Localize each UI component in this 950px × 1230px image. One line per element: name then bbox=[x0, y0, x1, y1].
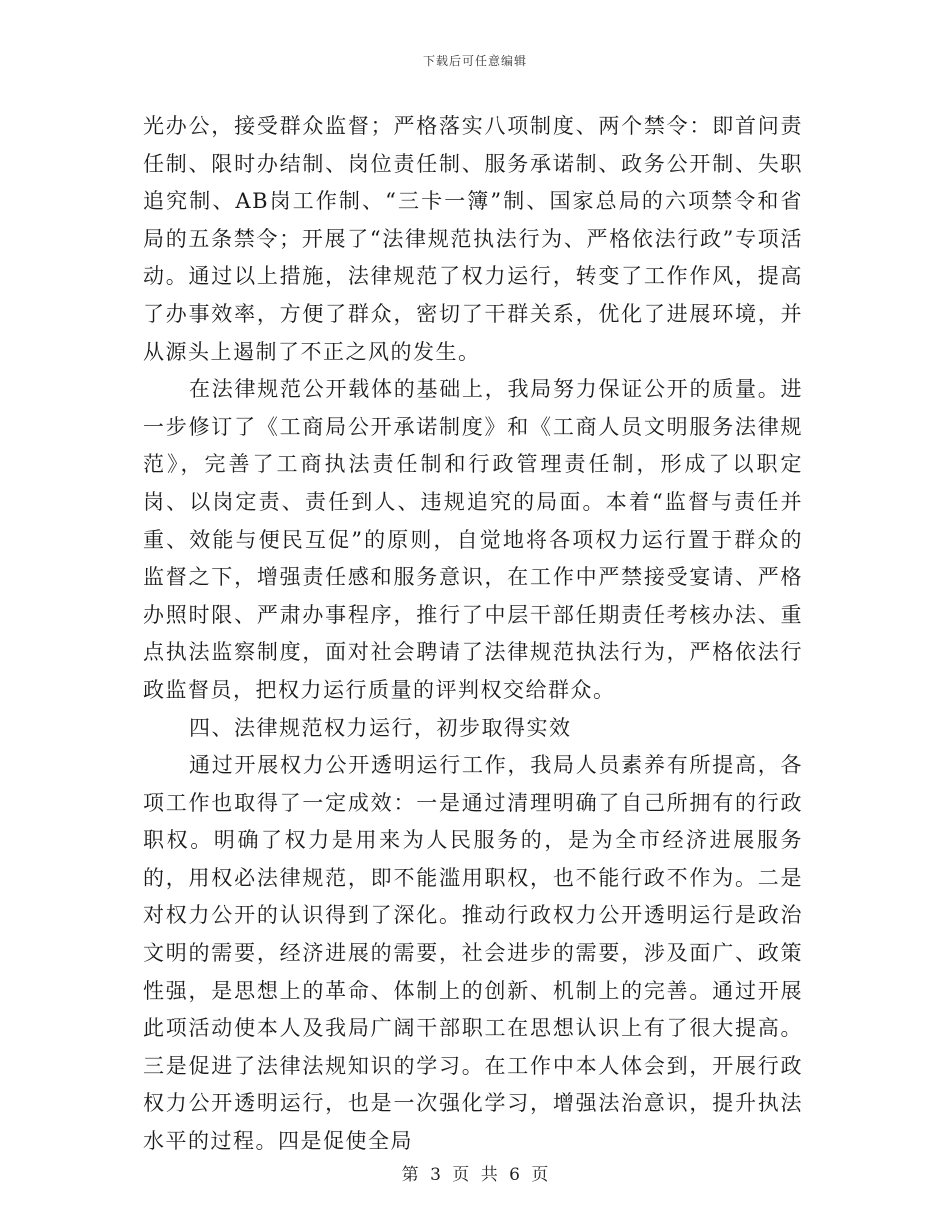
body-paragraph-2: 在法律规范公开载体的基础上，我局努力保证公开的质量。进一步修订了《工商局公开承诺制度》和《工商人员文明服务法律规范》，完善了工商执法责任制和行政管理责任制，形成了以职定岗、以岗定责、责任到人、违规追究的局面。本着“监督与责任并重、效能与便民互促”的原则，自觉地将各项权力运行置于群众的监督之下，增强责任感和服务意识，在工作中严禁接受宴请、严格办照时限、严肃办事程序，推行了中层干部任期责任考核办法、重点执法监察制度，面对社会聘请了法律规范执法行为，严格依法行政监督员，把权力运行质量的评判权交给群众。 bbox=[143, 377, 803, 702]
body-paragraph-1: 光办公，接受群众监督；严格落实八项制度、两个禁令：即首问责任制、限时办结制、岗位责任制、服务承诺制、政务公开制、失职追究制、AB岗工作制、“三卡一簿”制、国家总局的六项禁令和省局的五条禁令；开展了“法律规范执法行为、严格依法行政”专项活动。通过以上措施，法律规范了权力运行，转变了工作作风，提高了办事效率，方便了群众，密切了干群关系，优化了进展环境，并从源头上遏制了不正之风的发生。 bbox=[143, 114, 803, 364]
page-number-footer: 第 3 页 共 6 页 bbox=[401, 1165, 549, 1185]
page-header: 下载后可任意编辑 bbox=[422, 54, 527, 68]
document-body bbox=[143, 108, 803, 1161]
section-heading: 四、法律规范权力运行，初步取得实效 bbox=[189, 715, 572, 740]
body-paragraph-3: 通过开展权力公开透明运行工作，我局人员素养有所提高，各项工作也取得了一定成效：一是通过清理明确了自己所拥有的行政职权。明确了权力是用来为人民服务的，是为全市经济进展服务的，用权必法律规范，即不能滥用职权，也不能行政不作为。二是对权力公开的认识得到了深化。推动行政权力公开透明运行是政治文明的需要，经济进展的需要，社会进步的需要，涉及面广、政策性强，是思想上的革命、体制上的创新、机制上的完善。通过开展此项活动使本人及我局广阔干部职工在思想认识上有了很大提高。三是促进了法律法规知识的学习。在工作中本人体会到，开展行政权力公开透明运行，也是一次强化学习，增强法治意识，提升执法水平的过程。四是促使全局 bbox=[143, 753, 803, 1154]
